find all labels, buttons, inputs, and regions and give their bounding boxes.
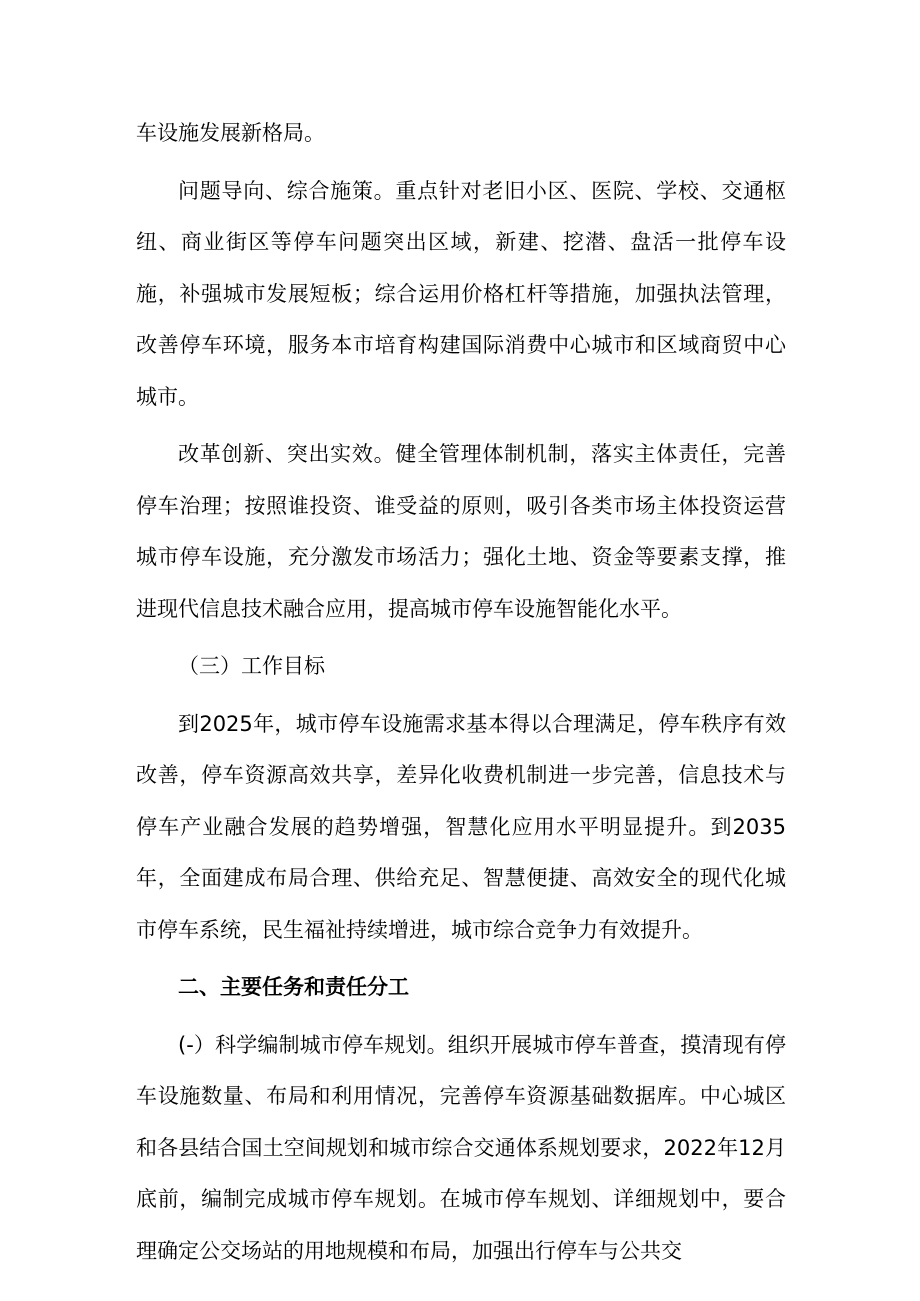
- paragraph-continuation: 车设施发展新格局。: [136, 121, 325, 145]
- paragraph-work-goals: 到2025年，城市停车设施需求基本得以合理满足，停车秩序有效改善，停车资源高效共享，差异化收费机制进一步完善，信息技术与停车产业融合发展的趋势增强，智慧化应用水平明显提升。到2035年，全面建成布局合理、供给充足、智慧便捷、高效安全的现代化城市停车系统，民生福祉持续增进，城市综合竞争力有效提升。: [136, 711, 786, 942]
- paragraph-reform-innovation: 改革创新、突出实效。健全管理体制机制，落实主体责任，完善停车治理；按照谁投资、谁受益的原则，吸引各类市场主体投资运营城市停车设施，充分激发市场活力；强化土地、资金等要素支撑，推进现代信息技术融合应用，提高城市停车设施智能化水平。: [136, 442, 786, 621]
- section-heading-main-tasks: 二、主要任务和责任分工: [178, 975, 409, 999]
- paragraph-parking-planning: (-）科学编制城市停车规划。组织开展城市停车普查，摸清现有停车设施数量、布局和利用情况，完善停车资源基础数据库。中心城区和各县结合国土空间规划和城市综合交通体系规划要求，2022年12月底前，编制完成城市停车规划。在城市停车规划、详细规划中，要合理确定公交场站的用地规模和布局，加强出行停车与公共交: [136, 1032, 786, 1263]
- paragraph-problem-oriented: 问题导向、综合施策。重点针对老旧小区、医院、学校、交通枢纽、商业街区等停车问题突出区域，新建、挖潜、盘活一批停车设施，补强城市发展短板；综合运用价格杠杆等措施，加强执法管理，改善停车环境，服务本市培育构建国际消费中心城市和区域商贸中心城市。: [136, 178, 786, 409]
- section-heading-work-goals: （三）工作目标: [178, 654, 325, 678]
- document-page: [136, 108, 786, 1277]
